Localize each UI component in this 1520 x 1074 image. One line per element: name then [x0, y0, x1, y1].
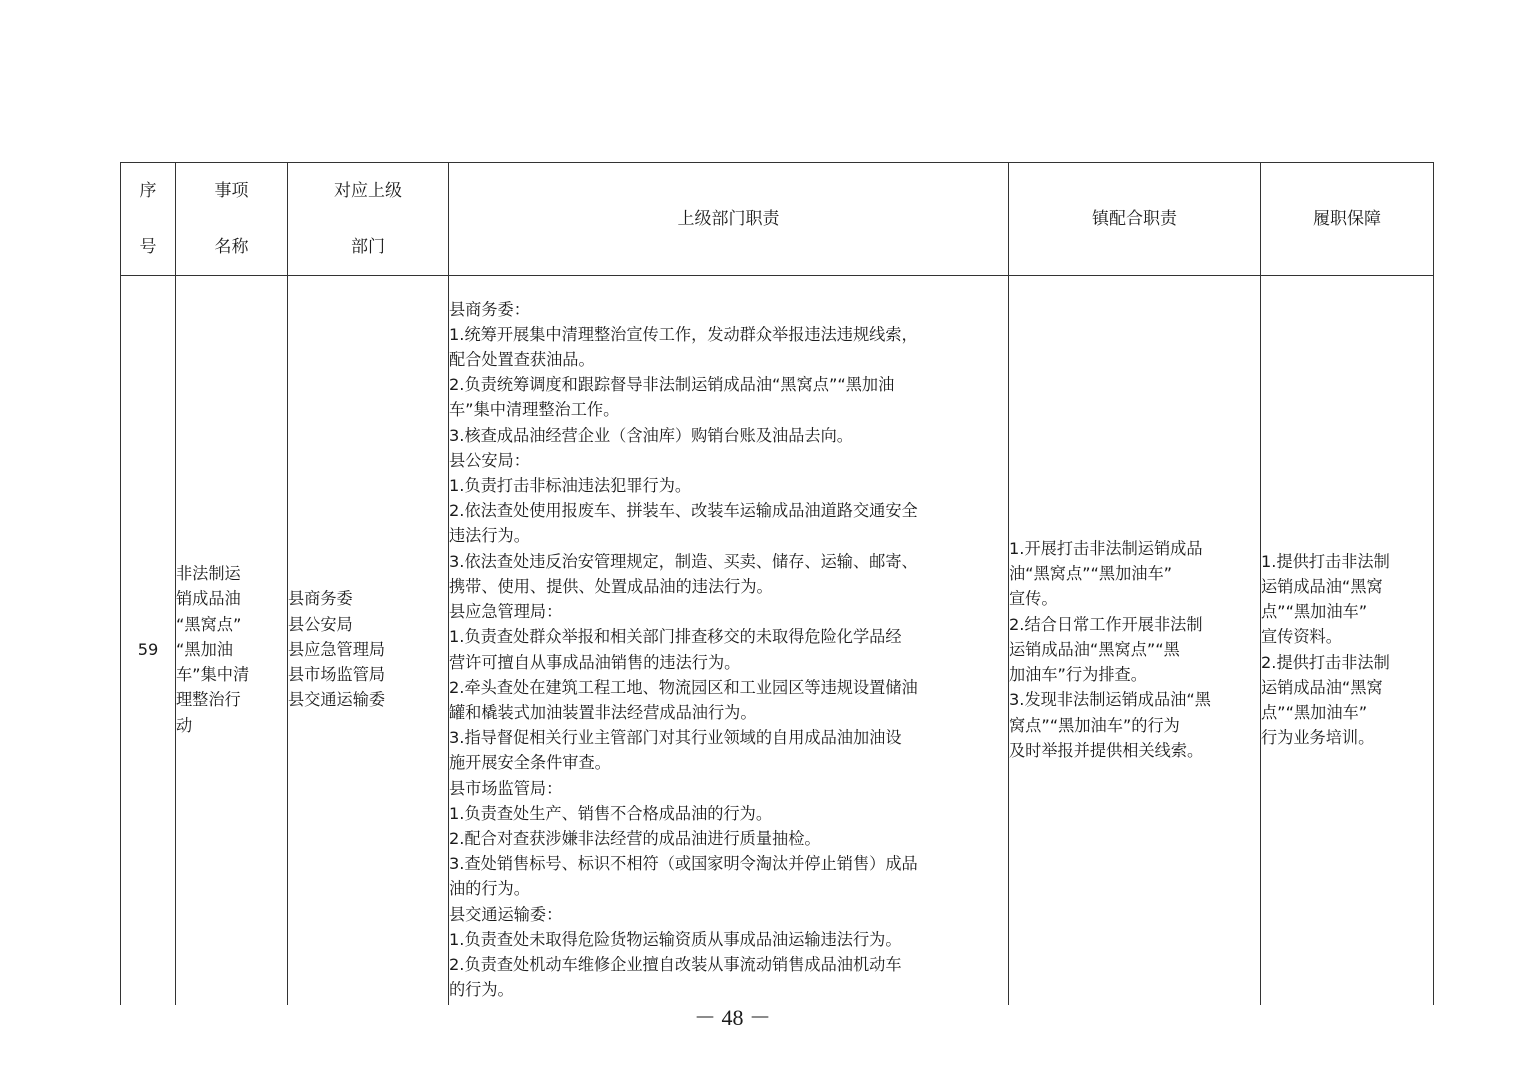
text-line: 1.负责查处生产、销售不合格成品油的行为。 — [449, 803, 773, 823]
text-line: 2.配合对查获涉嫌非法经营的成品油进行质量抽检。 — [449, 828, 821, 848]
text-line: 运销成品油“黑窝点”“黑 — [1009, 639, 1180, 659]
text-line: “黑窝点” — [176, 614, 242, 634]
text-line: 销成品油 — [176, 589, 241, 609]
text-line: 县应急管理局： — [449, 602, 563, 622]
text-line: 加油车”行为排查。 — [1009, 665, 1147, 685]
text-line: 窝点”“黑加油车”的行为 — [1009, 715, 1180, 735]
row-dept — [288, 276, 449, 1024]
text-line: 罐和橇装式加油装置非法经营成品油行为。 — [449, 702, 757, 722]
text-line: 车”集中清 — [176, 665, 250, 685]
header-seq-line: 号 — [139, 237, 157, 257]
text-line: 3.依法查处违反治安管理规定，制造、买卖、储存、运输、邮寄、 — [449, 551, 918, 571]
duty-table — [120, 162, 1434, 1024]
text-line: 的行为。 — [449, 980, 514, 1000]
header-duty: 上级部门职责 — [449, 163, 1009, 276]
text-line: 携带、使用、提供、处置成品油的违法行为。 — [449, 576, 773, 596]
text-line: 县商务委： — [449, 299, 530, 319]
text-line: 2.提供打击非法制 — [1261, 652, 1390, 672]
text-line: 宣传。 — [1009, 589, 1058, 609]
text-line: 车”集中清理整治工作。 — [449, 400, 620, 420]
text-line: 1.开展打击非法制运销成品 — [1009, 539, 1203, 559]
text-line: 县公安局： — [449, 450, 530, 470]
header-name-line: 事项 — [214, 181, 249, 201]
text-line: 油“黑窝点”“黑加油车” — [1009, 564, 1173, 584]
text-line: 理整治行 — [176, 690, 241, 710]
header-seq — [121, 163, 176, 276]
text-line: 宣传资料。 — [1261, 627, 1342, 647]
text-line: 配合处置查获油品。 — [449, 350, 595, 370]
text-line: 县市场监管局 — [288, 665, 386, 685]
text-line: 县公安局 — [288, 614, 353, 634]
row-name — [176, 276, 288, 1024]
text-line: 县交通运输委 — [288, 690, 386, 710]
text-line: 2.依法查处使用报废车、拼装车、改装车运输成品油道路交通安全 — [449, 501, 918, 521]
text-line: 3.指导督促相关行业主管部门对其行业领域的自用成品油加油设 — [449, 728, 902, 748]
text-line: 2.负责查处机动车维修企业擅自改装从事流动销售成品油机动车 — [449, 954, 902, 974]
row-guarantee — [1261, 276, 1434, 1024]
text-line: 运销成品油“黑窝 — [1261, 677, 1383, 697]
row-seq: 59 — [121, 276, 176, 1024]
text-line: 1.负责查处群众举报和相关部门排查移交的未取得危险化学品经 — [449, 627, 902, 647]
text-line: 3.发现非法制运销成品油“黑 — [1009, 690, 1211, 710]
text-line: 动 — [176, 715, 193, 735]
header-dept-line: 部门 — [351, 237, 385, 257]
page-number — [0, 1005, 1465, 1031]
text-line: 1.统筹开展集中清理整治宣传工作，发动群众举报违法违规线索， — [449, 324, 918, 344]
text-line: 3.查处销售标号、标识不相符（或国家明令淘汰并停止销售）成品 — [449, 854, 918, 874]
text-line: 县商务委 — [288, 589, 353, 609]
text-line: 运销成品油“黑窝 — [1261, 576, 1383, 596]
header-dept — [288, 163, 449, 276]
text-line: 行为业务培训。 — [1261, 728, 1375, 748]
header-town: 镇配合职责 — [1009, 163, 1261, 276]
text-line: 违法行为。 — [449, 526, 530, 546]
text-line: 及时举报并提供相关线索。 — [1009, 740, 1204, 760]
header-name — [176, 163, 288, 276]
header-guarantee: 履职保障 — [1261, 163, 1434, 276]
header-name-line: 名称 — [214, 237, 249, 257]
text-line: 2.负责统筹调度和跟踪督导非法制运销成品油“黑窝点”“黑加油 — [449, 375, 895, 395]
text-line: 非法制运 — [176, 564, 241, 584]
text-line: 点”“黑加油车” — [1261, 702, 1368, 722]
text-line: 2.结合日常工作开展非法制 — [1009, 614, 1203, 634]
header-row — [121, 163, 1434, 276]
text-line: 点”“黑加油车” — [1261, 602, 1368, 622]
text-line: 县市场监管局： — [449, 778, 563, 798]
table-row — [121, 276, 1434, 1024]
text-line: 1.负责查处未取得危险货物运输资质从事成品油运输违法行为。 — [449, 929, 902, 949]
text-line: 2.牵头查处在建筑工程工地、物流园区和工业园区等违规设置储油 — [449, 677, 918, 697]
row-town — [1009, 276, 1261, 1024]
header-dept-line: 对应上级 — [334, 181, 402, 201]
text-line: 县应急管理局 — [288, 639, 386, 659]
header-seq-line: 序 — [139, 181, 157, 201]
page-number-text: － 48 － — [688, 1005, 777, 1030]
row-duty — [449, 276, 1009, 1024]
text-line: 施开展安全条件审查。 — [449, 753, 611, 773]
text-line: “黑加油 — [176, 639, 233, 659]
text-line: 1.提供打击非法制 — [1261, 551, 1390, 571]
text-line: 营许可擅自从事成品油销售的违法行为。 — [449, 652, 741, 672]
text-line: 油的行为。 — [449, 879, 530, 899]
text-line: 1.负责打击非标油违法犯罪行为。 — [449, 476, 692, 496]
text-line: 3.核查成品油经营企业（含油库）购销台账及油品去向。 — [449, 425, 853, 445]
text-line: 县交通运输委： — [449, 904, 563, 924]
